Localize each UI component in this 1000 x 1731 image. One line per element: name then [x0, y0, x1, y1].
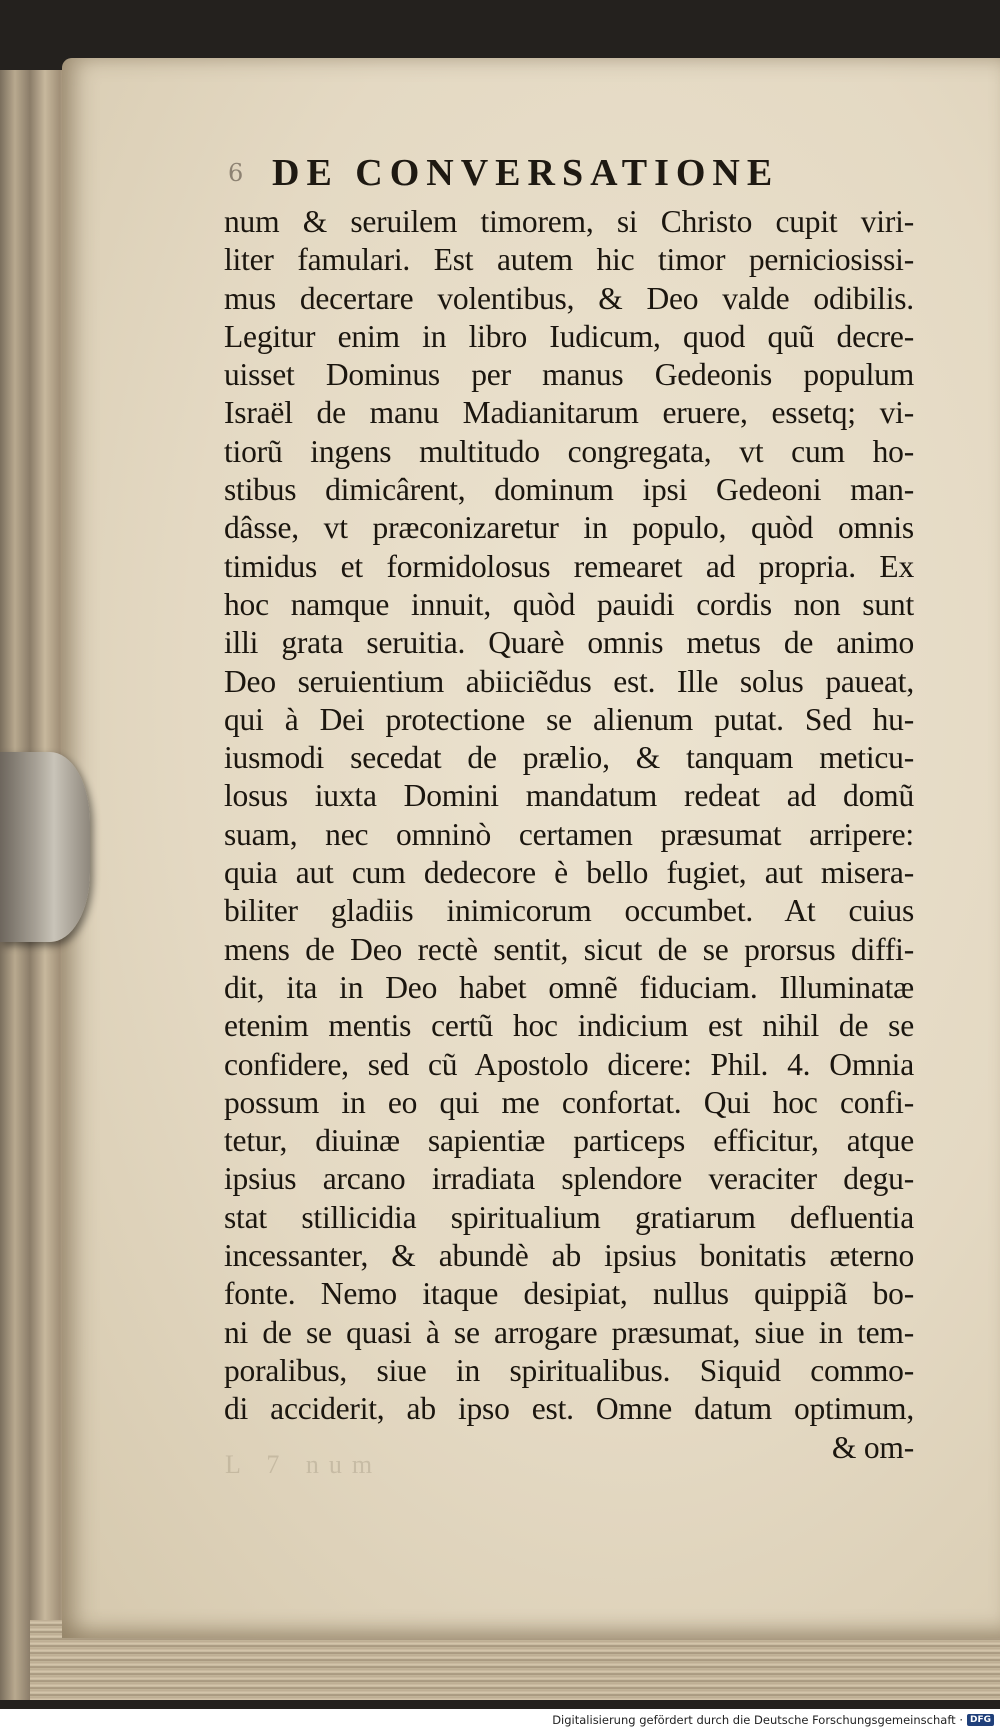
text-line: iusmodi secedat de prælio, & tanquam meticu-: [224, 740, 914, 776]
digitization-footer: [0, 1709, 1000, 1731]
text-line: ni de se quasi à se arrogare præsumat, siue in tem-: [224, 1314, 914, 1350]
catchword: & om-: [831, 1429, 914, 1465]
text-line: num & seruilem timorem, si Christo cupit viri-: [224, 204, 914, 239]
running-head: [228, 148, 868, 198]
text-line: biliter gladiis inimicorum occumbet. At cuius: [224, 893, 914, 929]
text-line: ipsius arcano irradiata splendore veraciter degu-: [224, 1161, 914, 1197]
text-line: dâsse, vt præconizaretur in populo, quòd omnis: [224, 510, 914, 546]
footer-credit: Digitalisierung gefördert durch die Deutsche Forschungsgemeinschaft ·: [552, 1713, 963, 1727]
body-text: [224, 203, 914, 1467]
dfg-logo: DFG: [967, 1714, 994, 1726]
text-line: liter famulari. Est autem hic timor perniciosissi-: [224, 242, 914, 278]
text-line: uisset Dominus per manus Gedeonis populum: [224, 357, 914, 393]
signature-mark: L 7 num: [225, 1450, 383, 1479]
text-line: poralibus, siue in spiritualibus. Siquid commo-: [224, 1352, 914, 1388]
folio-mark: 6: [228, 159, 244, 187]
text-line: stat stillicidia spiritualium gratiarum defluentia: [224, 1199, 914, 1235]
text-line: stibus dimicârent, dominum ipsi Gedeoni man-: [224, 472, 914, 508]
text-line: di acciderit, ab ipso est. Omne datum optimum,: [224, 1391, 914, 1427]
text-line: losus iuxta Domini mandatum redeat ad domũ: [224, 778, 914, 814]
text-line: mus decertare volentibus, & Deo valde odibilis.: [224, 280, 914, 316]
text-line: incessanter, & abundè ab ipsius bonitatis æterno: [224, 1238, 914, 1274]
text-line: possum in eo qui me confortat. Qui hoc confi-: [224, 1084, 914, 1120]
text-line: Legitur enim in libro Iudicum, quod quũ decre-: [224, 318, 914, 354]
text-line: timidus et formidolosus remearet ad propria. Ex: [224, 548, 914, 584]
text-line: tiorũ ingens multitudo congregata, vt cum ho-: [224, 433, 914, 469]
book-clip: [0, 752, 90, 942]
text-line: Israël de manu Madianitarum eruere, essetq; vi-: [224, 395, 914, 431]
text-line: mens de Deo rectè sentit, sicut de se prorsus diffi-: [224, 931, 914, 967]
text-line: tetur, diuinæ sapientiæ particeps efficitur, atque: [224, 1123, 914, 1159]
text-line: quia aut cum dedecore è bello fugiet, aut misera-: [224, 855, 914, 891]
text-line: suam, nec omninò certamen præsumat arripere:: [224, 816, 914, 852]
text-line: hoc namque innuit, quòd pauidi cordis non sunt: [224, 586, 914, 622]
text-line: confidere, sed cũ Apostolo dicere: Phil. 4. Omnia: [224, 1046, 914, 1082]
text-line: etenim mentis certũ hoc indicium est nihil de se: [224, 1008, 914, 1044]
text-line: fonte. Nemo itaque desipiat, nullus quippiã bo-: [224, 1276, 914, 1312]
running-head-title: DE CONVERSATIONE: [272, 152, 780, 194]
text-line: dit, ita in Deo habet omnẽ fiduciam. Illuminatæ: [224, 969, 914, 1005]
text-line: Deo seruientium abiiciẽdus est. Ille solus paueat,: [224, 663, 914, 699]
text-line: qui à Dei protectione se alienum putat. Sed hu-: [224, 701, 914, 737]
text-line: illi grata seruitia. Quarè omnis metus de animo: [224, 625, 914, 661]
